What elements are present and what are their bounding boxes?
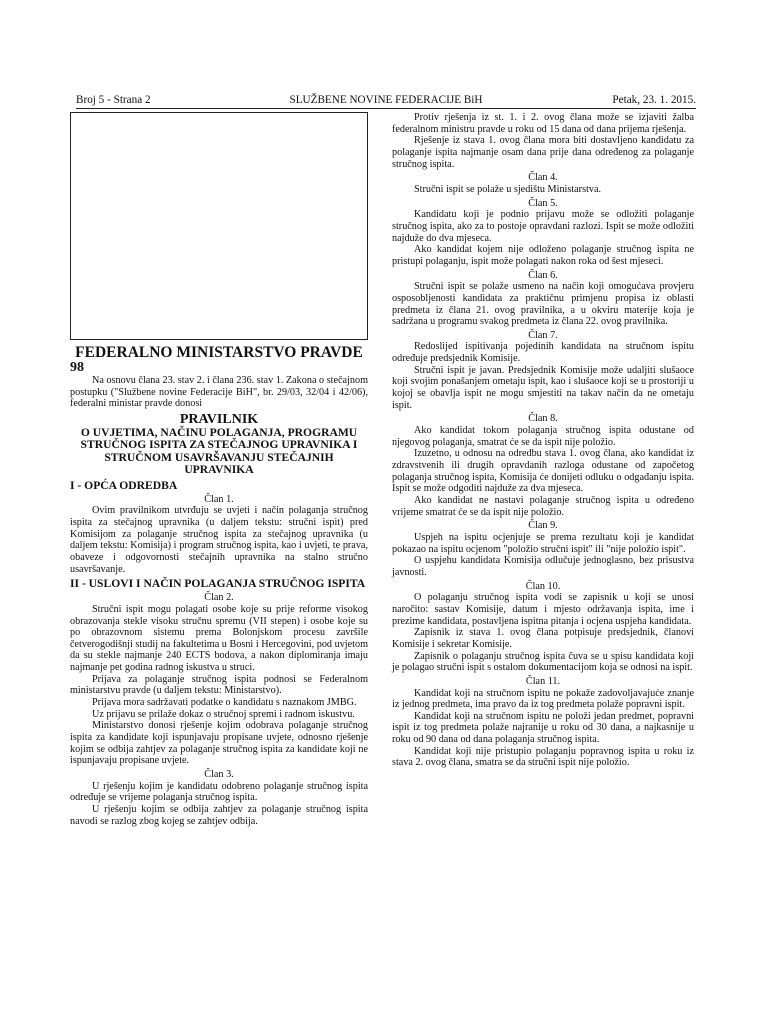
article-paragraph: Protiv rješenja iz st. 1. i 2. ovog člana može se izjaviti žalba federalnom ministru pravde u roku od 15 dana od dana prijema rješenja. <box>392 112 694 135</box>
article-heading: Član 8. <box>528 413 558 425</box>
article-paragraph: Redoslijed ispitivanja pojedinih kandidata na stručnom ispitu određuje predsjednik Komisije. <box>392 341 694 365</box>
document-number: 98 <box>70 360 84 375</box>
article-heading: Član 7. <box>528 329 558 341</box>
article-paragraph: O polaganju stručnog ispita vodi se zapisnik u koji se unosi naročito: sastav Komisije, datum i mjesto održavanja ispita, ime i prezime kandidata, postavljena ispitna pitanja i ocjena uspjeha kandidata. <box>392 592 694 627</box>
article-paragraph: Kandidatu koji je podnio prijavu može se odložiti polaganje stručnog ispita, ako za to postoje opravdani razlozi. Ispit se može odložiti najduže do dva mjeseca. <box>392 209 694 244</box>
issue-date: Petak, 23. 1. 2015. <box>612 94 696 106</box>
article-heading: Član 10. <box>525 580 561 592</box>
article-heading: Član 9. <box>528 520 558 532</box>
article-heading: Član 3. <box>204 769 234 781</box>
right-column <box>392 112 694 769</box>
article-paragraph: Ovim pravilnikom utvrđuju se uvjeti i način polaganja stručnog ispita za stečajnog upravnika (u daljem tekstu: stručni ispit) pred Komisijom za polaganje stručnog ispita za stečajnog upravnika (u daljem tekstu: Komisija) i program stručnog ispita, kao i uvjeti, te prava, obaveze i odgovornosti stečajnih upravnika na stalno stručno usavršavanje. <box>70 505 368 575</box>
article-paragraph: Stručni ispit se polaže usmeno na način koji omogućava provjeru osposobljenosti kandidata za praktičnu primjenu propisa iz oblasti predmeta iz člana 21. ovog pravilnika, a u okviru materije koja je sadržana u programu svakog predmeta iz člana 22. ovog pravilnika. <box>392 281 694 328</box>
article-paragraph: U rješenju kojim je kandidatu odobreno polaganje stručnog ispita određuje se vrijeme polaganja stručnog ispita. <box>70 780 368 804</box>
article-paragraph: Rješenje iz stava 1. ovog člana mora biti dostavljeno kandidatu za polaganje ispita najmanje osam dana prije dana određenog za polaganje stručnog ispita. <box>392 135 694 170</box>
article-paragraph: Stručni ispit mogu polagati osobe koje su prije reforme visokog obrazovanja stekle visoku stručnu spremu (VII stepen) i osobe koje su po obrazovnom sistemu prema Bolonjskom procesu završile četverogodišnji studij na fakultetima u Bosni i Hercegovini, pod uvjetom da su stekle najmanje 240 ECTS bodova, a nakon diplomiranja imaju najmanje pet godina radnog iskustva u struci. <box>70 603 368 674</box>
section-heading-1: I - OPĆA ODREDBA <box>70 478 178 492</box>
article-paragraph: Ako kandidat ne nastavi polaganje stručnog ispita u određeno vrijeme smatrat će se da ispit nije položio. <box>392 495 694 518</box>
article-paragraph: Zapisnik iz stava 1. ovog člana potpisuje predsjednik, članovi Komisije i sekretar Komisije. <box>392 627 694 650</box>
article-paragraph: Zapisnik o polaganju stručnog ispita čuva se u spisu kandidata koji je polagao stručni ispit s ostalom dokumentacijom koja se odnosi na ispit. <box>392 650 694 674</box>
section-heading-2: II - USLOVI I NAČIN POLAGANJA STRUČNOG ISPITA <box>70 577 366 591</box>
agency-title: FEDERALNO MINISTARSTVO PRAVDE <box>75 344 363 361</box>
article-heading: Član 4. <box>528 172 558 184</box>
issue-page-number: Broj 5 - Strana 2 <box>76 94 151 106</box>
article-heading: Član 2. <box>204 592 234 604</box>
image-placeholder-box <box>70 112 368 340</box>
article-paragraph: Ako kandidat tokom polaganja stručnog ispita odustane od njegovog polaganja, smatrat će se da ispit nije položio. <box>392 425 694 448</box>
rulebook-title: PRAVILNIK <box>179 411 259 427</box>
rulebook-subtitle: O UVJETIMA, NAČINU POLAGANJA, PROGRAMU STRUČNOG ISPITA ZA STEČAJNOG UPRAVNIKA I STRUČNOM USAVRŠAVANJU STEČAJNIH UPRAVNIKA <box>80 425 358 477</box>
article-paragraph: Ako kandidat kojem nije odloženo polaganje stručnog ispita ne pristupi polaganju, ispit može polagati nakon roka od šest mjeseci. <box>392 244 694 267</box>
article-paragraph: Uspjeh na ispitu ocjenjuje se prema rezultatu koji je kandidat pokazao na ispitu ocjenom "položio stručni ispit" ili "nije položio ispit". <box>392 531 694 555</box>
article-paragraph: Kandidat koji na stručnom ispitu ne pokaže zadovoljavajuće znanje iz jednog predmeta, ima pravo da iz tog predmeta polaže popravni ispit. <box>392 687 694 711</box>
article-paragraph: Prijava za polaganje stručnog ispita podnosi se Federalnom ministarstvu pravde (u daljem tekstu: Ministarstvo). <box>70 673 368 697</box>
left-column <box>70 112 368 827</box>
article-paragraph: Ministarstvo donosi rješenje kojim odobrava polaganje stručnog ispita za kandidate koji ispunjavaju propisane uvjete, odnosno rješenje kojim se odbija zahtjev za polaganje stručnog ispita za kandidate koji ne ispunjavaju propisane uvjete. <box>70 720 368 767</box>
article-paragraph: Uz prijavu se prilaže dokaz o stručnoj spremi i radnom iskustvu. <box>92 708 355 720</box>
page-header <box>76 94 696 109</box>
article-paragraph: Kandidat koji nije pristupio polaganju popravnog ispita u roku iz stava 2. ovog člana, smatra se da stručni ispit nije položio. <box>392 745 694 769</box>
article-heading: Član 11. <box>525 675 561 687</box>
article-heading: Član 5. <box>528 197 558 209</box>
article-paragraph: U rješenju kojim se odbija zahtjev za polaganje stručnog ispita navodi se razlog zbog kojeg se zahtjev odbija. <box>70 804 368 827</box>
article-paragraph: Izuzetno, u odnosu na odredbu stava 1. ovog člana, ako kandidat iz zdravstvenih ili drugih opravdanih razloga odustane od započetog polaganja stručnog ispita, Komisija će donijeti odluku o odgađanju ispita. Ispit se može odgoditi najduže za dva mjeseca. <box>392 448 694 495</box>
article-paragraph: O uspjehu kandidata Komisija odlučuje jednoglasno, bez prisustva javnosti. <box>392 555 694 578</box>
article-paragraph: Stručni ispit se polaže u sjedištu Ministarstva. <box>414 183 602 195</box>
article-heading: Član 1. <box>204 493 234 505</box>
article-heading: Član 6. <box>528 269 558 281</box>
article-paragraph: Stručni ispit je javan. Predsjednik Komisije može udaljiti slušaoce koji svojim ponašanjem ometaju ispit, kao i slušaoce koji se u prostoriji u kojoj se obavlja ispit ne mogu smjestiti na takav način da ne ometaju ispit. <box>392 364 694 411</box>
intro-paragraph: Na osnovu člana 23. stav 2. i člana 236. stav 1. Zakona o stečajnom postupku ("Službene novine Federacije BiH", br. 29/03, 32/04 i 42/06), federalni ministar pravde donosi <box>70 375 368 410</box>
article-paragraph: Kandidat koji na stručnom ispitu ne položi jedan predmet, popravni ispit iz tog predmeta polaže najranije u roku od 30 dana, a najkasnije u roku od 90 dana od dana polaganja stručnog ispita. <box>392 710 694 746</box>
gazette-title: SLUŽBENE NOVINE FEDERACIJE BiH <box>289 94 483 106</box>
article-paragraph: Prijava mora sadržavati podatke o kandidatu s naznakom JMBG. <box>92 697 357 709</box>
